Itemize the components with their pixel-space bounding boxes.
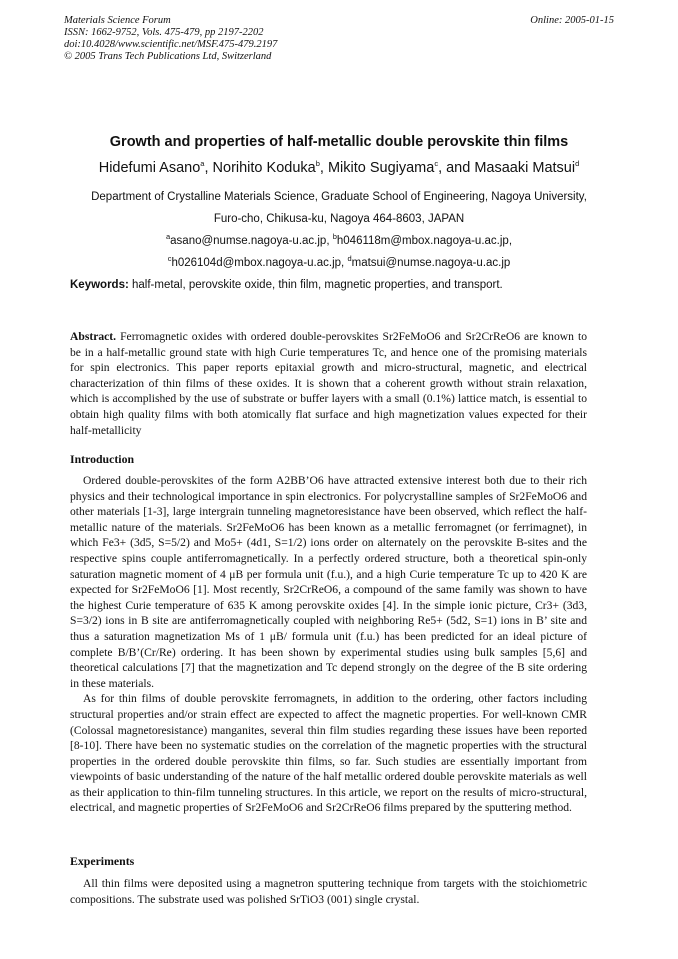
author-sep: , and	[438, 160, 475, 176]
affil-mark: a	[165, 232, 171, 242]
email-line	[0, 252, 678, 274]
keywords-text: half-metal, perovskite oxide, thin film, magnetic properties, and transport.	[128, 279, 503, 291]
section-heading-experiments: Experiments	[70, 854, 135, 868]
author-list	[0, 160, 678, 176]
affil-mark: c	[167, 254, 172, 264]
paragraph: As for thin films of double perovskite ferromagnets, in addition to the ordering, other factors including structural properties and/or strain effect are expected to affect the magnetic properties. For well-known CMR (Colossal magnetoresistance) manganites, several thin film studies regarding these issues have been reported [8-10]. There have been no systematic studies on the correlation of the magnetic properties with the structural properties in the ordered double perovskite thin films, so far. Such studies are essentially important from viewpoints of basic understanding of the nature of the half metallic ordered double perovskite materials as well as their application to thin-film tunneling structures. In this article, we report on the results of micro-structural, electrical, and magnetic properties of Sr2FeMoO6 and Sr2CrReO6 films prepared by the sputtering method.	[70, 692, 587, 815]
affiliation-line: Department of Crystalline Materials Science, Graduate School of Engineering, Nagoya University,	[91, 191, 587, 203]
author-affil-mark: c	[434, 159, 439, 169]
abstract-text: Ferromagnetic oxides with ordered double-perovskites Sr2FeMoO6 and Sr2CrReO6 are known to be in a half-metallic ground state with high Curie temperatures Tc, and hence one of the promising materials for spin electronics. This paper reports epitaxial growth and micro-structural, magnetic, and electrical characterization of thin films of these oxides. It is shown that a coherent growth without strain relaxation, which is accomplished by the use of substrate or buffer layers with a small (0.1%) lattice match, is essential to obtain high quality films with both atomically flat surface and high magnetization values expected for their half-metallicity	[70, 330, 587, 437]
author-affil-mark: d	[575, 159, 580, 169]
author-affil-mark: a	[200, 159, 205, 169]
online-date: Online: 2005-01-15	[530, 15, 614, 26]
email-line	[0, 230, 678, 252]
paragraph: Ordered double-perovskites of the form A2BB’O6 have attracted extensive interest both due to their rich physics and their technological importance in spin electronics. For polycrystalline samples of Sr2FeMoO6 and other materials [1-3], large intergrain tunneling magnetoresistance have been observed, which reflect the half-metallic nature of the materials. Sr2FeMoO6 has been known as a metallic ferromagnet (or ferrimagnet), in which Fe3+ (3d5, S=5/2) and Mo5+ (4d1, S=1/2) ions order on alternately on the perovskite B-sites and the respective spins couple antiferromagnetically. In a perfectly ordered structure, both a theoretical spin-only saturation magnetic moment of 4 μB per formula unit (f.u.), and a high Curie temperature Tc up to 420 K are expected for Sr2FeMoO6 [1]. Most recently, Sr2CrReO6, a compound of the same family was shown to have the highest Curie temperature of 635 K among perovskite oxides [4]. In the simple ionic picture, Cr3+ (3d3, S=3/2) ions in B site are antiferromagnetically coupled with neighboring Re5+ (5d2, S=1) ions in B’ site and thus a saturation magnetization Ms of 1 μB/ formula unit (f.u.) has been predicted for an ideal picture of complete B/B’(Cr/Re) ordering. It has been shown by experimental studies using bulk samples [5,6] and theoretical calculations [7] that the magnetization and Tc depend strongly on the degree of the B site ordering in these materials.	[70, 474, 587, 690]
author-affil-mark: b	[315, 159, 320, 169]
author-sep: ,	[204, 160, 213, 176]
journal-copyright: © 2005 Trans Tech Publications Ltd, Switzerland	[64, 51, 272, 62]
affil-mark: d	[347, 254, 352, 264]
journal-name: Materials Science Forum	[64, 15, 171, 26]
author-name: Masaaki Matsui	[474, 160, 576, 176]
experiments-body	[70, 876, 587, 907]
journal-header	[64, 15, 614, 63]
paper-title: Growth and properties of half-metallic double perovskite thin films	[109, 134, 569, 150]
author-name: Mikito Sugiyama	[327, 160, 435, 176]
email: matsui@numse.nagoya-u.ac.jp	[351, 257, 511, 269]
author-name: Hidefumi Asano	[98, 160, 201, 176]
affiliation-block	[0, 186, 678, 274]
section-heading-introduction: Introduction	[70, 452, 135, 466]
email: asano@numse.nagoya-u.ac.jp,	[170, 235, 333, 247]
email: h046118m@mbox.nagoya-u.ac.jp,	[336, 235, 513, 247]
journal-issn: ISSN: 1662-9752, Vols. 475-479, pp 2197-2202	[64, 27, 264, 38]
abstract-label: Abstract.	[70, 330, 117, 343]
abstract	[70, 329, 587, 438]
email: h026104d@mbox.nagoya-u.ac.jp,	[171, 257, 348, 269]
paragraph: All thin films were deposited using a magnetron sputtering technique from targets with the stoichiometric compositions. The substrate used was polished SrTiO3 (001) single crystal.	[70, 877, 587, 906]
keywords-label: Keywords:	[70, 279, 129, 291]
affiliation-line: Furo-cho, Chikusa-ku, Nagoya 464-8603, JAPAN	[213, 213, 465, 225]
keywords	[70, 279, 630, 291]
introduction-body	[70, 473, 587, 816]
journal-doi: doi:10.4028/www.scientific.net/MSF.475-479.2197	[64, 39, 278, 50]
affil-mark: b	[332, 232, 337, 242]
author-name: Norihito Koduka	[212, 160, 316, 176]
author-sep: ,	[319, 160, 328, 176]
